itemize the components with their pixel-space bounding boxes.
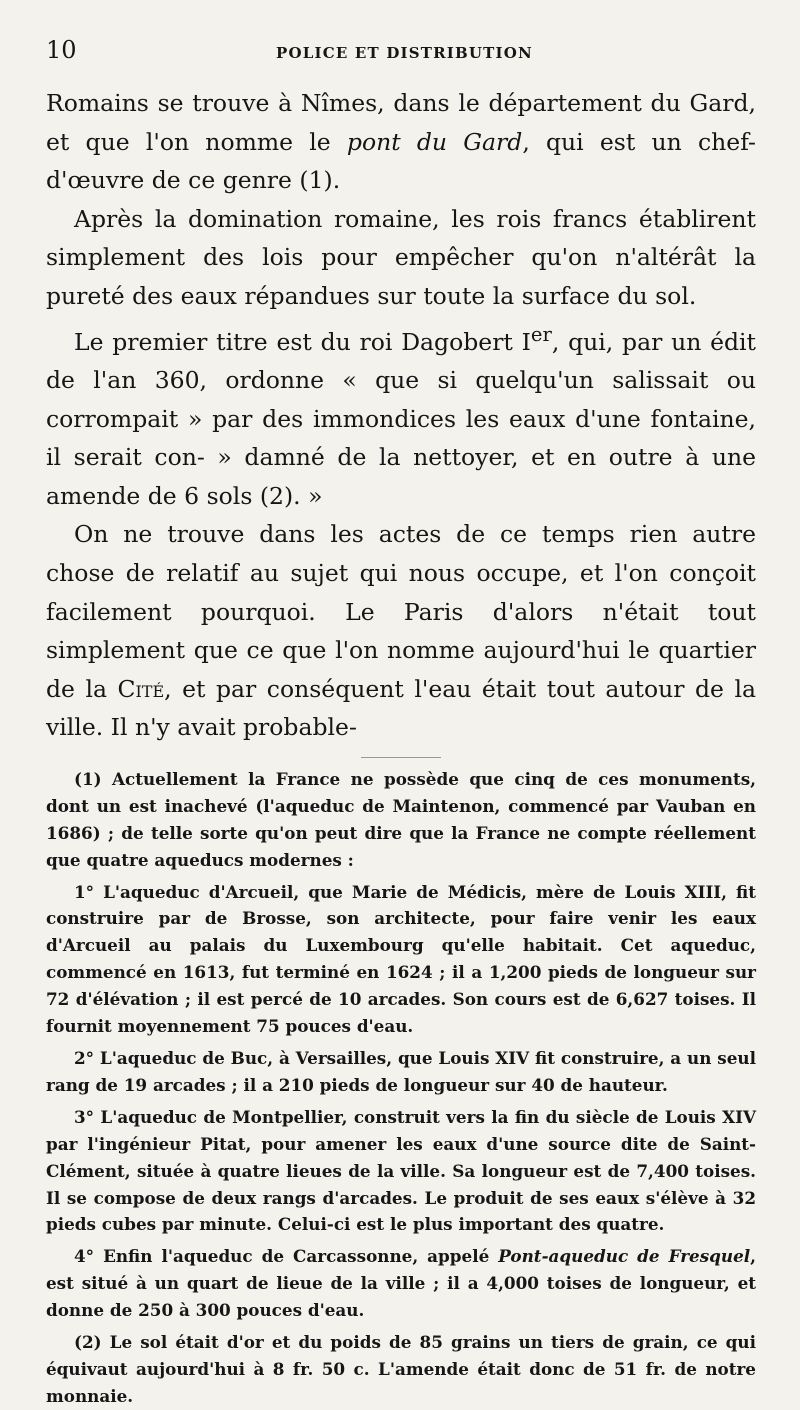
footnotes (46, 766, 756, 1410)
superscript-er: er (530, 322, 552, 346)
running-head: POLICE ET DISTRIBUTION (276, 44, 533, 62)
pont-du-gard-italic: pont du Gard (346, 127, 523, 156)
page-number: 10 (46, 36, 77, 64)
cite-small-caps: Cité (117, 674, 165, 703)
footnote-1-item-1: 1° L'aqueduc d'Arcueil, que Marie de Médicis, mère de Louis XIII, fit construire par de Brosse, son architecte, pour faire venir les eaux d'Arcueil au palais du Luxembourg qu'elle habitait. Cet aqueduc, commencé en 1613, fut terminé en 1624 ; il a 1,200 pieds de longueur sur 72 d'élévation ; il est percé de 10 arcades. Son cours est de 6,627 toises. Il fournit moyennement 75 pouces d'eau. (46, 881, 756, 1037)
page-header (46, 36, 756, 70)
footnote-2: (2) Le sol était d'or et du poids de 85 grains un tiers de grain, ce qui équivaut aujourd'hui à 8 fr. 50 c. L'amende était donc de 51 fr. de notre monnaie. (46, 1332, 756, 1406)
footnote-1: (1) Actuellement la France ne possède que cinq de ces monuments, dont un est inachevé (l'aqueduc de Maintenon, commencé par Vauban en 1686) ; de telle sorte qu'on peut dire que la France ne compte réellement que quatre aqueducs modernes : (46, 768, 756, 870)
fresquel-italic: Pont-aqueduc de Fresquel (498, 1246, 751, 1267)
footnote-1-item-4: 4° Enfin l'aqueduc de Carcassonne, appelé Pont-aqueduc de Fresquel, est situé à un quart de lieue de la ville ; il a 4,000 toises de longueur, et donne de 250 à 300 pouces d'eau. (46, 1246, 756, 1321)
footnote-1-item-2: 2° L'aqueduc de Buc, à Versailles, que Louis XIV fit construire, a un seul rang de 19 arcades ; il a 210 pieds de longueur sur 40 de hauteur. (46, 1047, 756, 1095)
paragraph-3: Le premier titre est du roi Dagobert Ier, qui, par un édit de l'an 360, ordonne « que si quelqu'un salissait ou corrompait » par des immondices les eaux d'une fontaine, il serait con- » damné de la nettoyer, et en outre à une amende de 6 sols (2). » (46, 322, 756, 510)
footnote-1-item-3: 3° L'aqueduc de Montpellier, construit vers la fin du siècle de Louis XIV par l'ingénieur Pitat, pour amener les eaux d'une source dite de Saint-Clément, située à quatre lieues de la ville. Sa longueur est de 7,400 toises. Il se compose de deux rangs d'arcades. Le produit de ses eaux s'élève à 32 pieds cubes par minute. Celui-ci est le plus important des quatre. (46, 1106, 756, 1235)
main-text (46, 84, 756, 747)
paragraph-4: On ne trouve dans les actes de ce temps rien autre chose de relatif au sujet qui nous occupe, et l'on conçoit facilement pourquoi. Le Paris d'alors n'était tout simplement que ce que l'on nomme aujourd'hui le quartier de la Cité, et par conséquent l'eau était tout autour de la ville. Il n'y avait probable- (46, 520, 756, 742)
paragraph-2: Après la domination romaine, les rois francs établirent simplement des lois pour empêcher qu'on n'altérât la pureté des eaux répandues sur toute la surface du sol. (46, 204, 756, 310)
footnote-rule (361, 757, 441, 758)
paragraph-1: Romains se trouve à Nîmes, dans le département du Gard, et que l'on nomme le pont du Gard, qui est un chef-d'œuvre de ce genre (1). (46, 89, 756, 195)
